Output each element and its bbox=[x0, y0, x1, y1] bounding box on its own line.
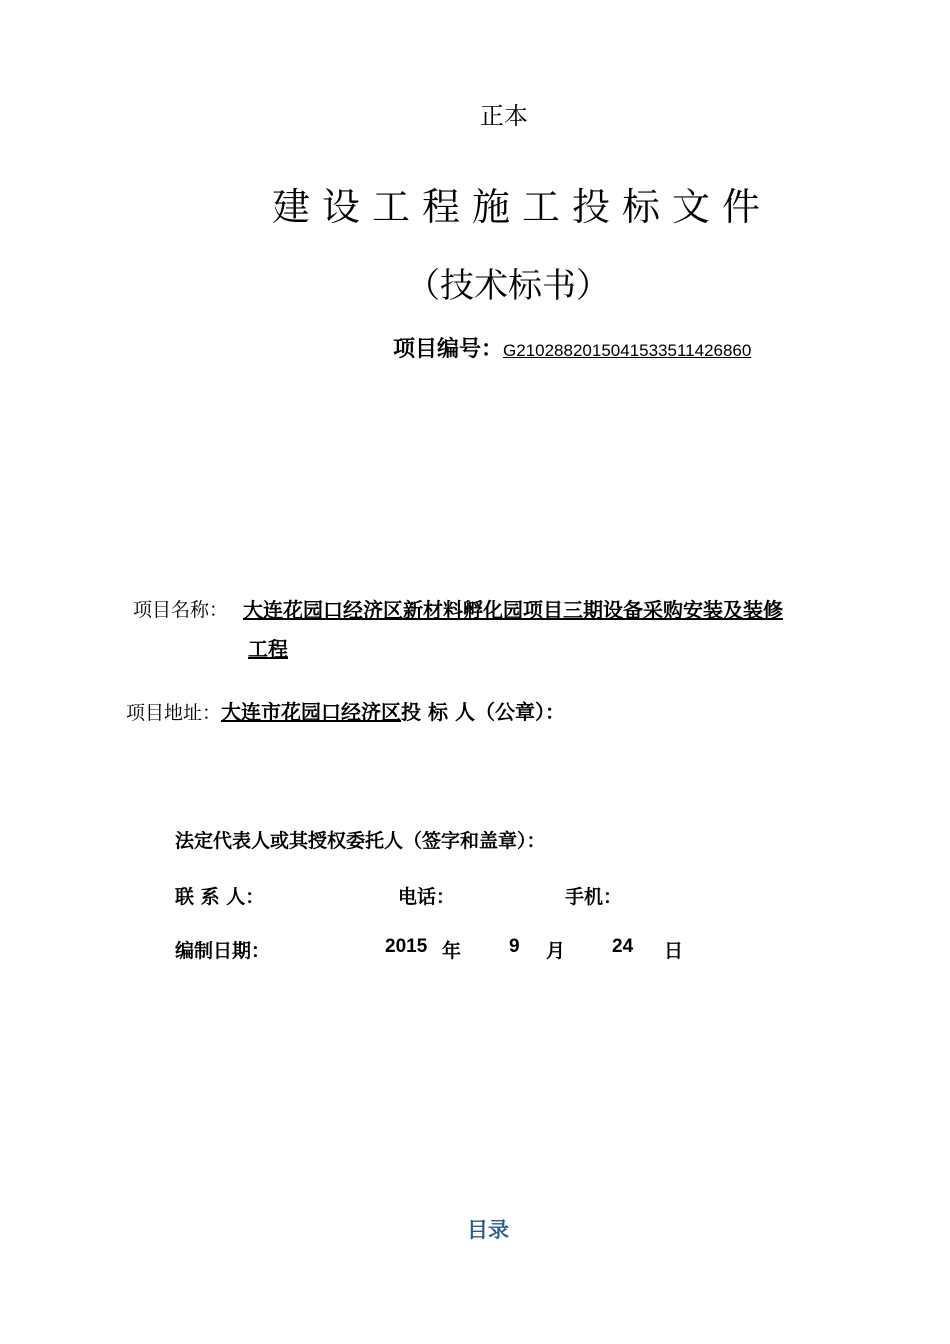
bidder-seal-label: 投 标 人（公章）： bbox=[401, 700, 565, 724]
project-name-value-line2 bbox=[248, 633, 334, 662]
project-address-value: 大连市花园口经济区 bbox=[221, 700, 402, 724]
compile-date-label: 编制日期： bbox=[175, 940, 271, 962]
project-address bbox=[126, 696, 565, 725]
project-number-label: 项目编号： bbox=[393, 337, 504, 362]
document-subtitle: （技术标书） bbox=[406, 266, 610, 306]
project-address-label: 项目地址： bbox=[126, 702, 222, 724]
mobile-label: 手机： bbox=[565, 886, 623, 908]
project-number-value: G2102882015041533511426860 bbox=[503, 341, 752, 360]
contact-person-label: 联 系 人： bbox=[175, 886, 265, 908]
compile-date-day-unit: 日 bbox=[664, 940, 684, 962]
document-title: 建设工程施工投标文件 bbox=[272, 185, 773, 229]
copy-type-label: 正本 bbox=[480, 102, 528, 130]
project-name-label: 项目名称： bbox=[133, 599, 229, 621]
signatory-label: 法定代表人或其授权委托人（签字和盖章）： bbox=[175, 830, 546, 852]
compile-date-day: 24 bbox=[612, 936, 634, 957]
compile-date-year: 2015 bbox=[385, 936, 428, 957]
compile-date-year-unit: 年 bbox=[442, 940, 462, 962]
project-name-value-line1: 大连花园口经济区新材料孵化园项目三期设备采购安装及装修 bbox=[243, 598, 783, 622]
phone-label: 电话： bbox=[398, 886, 456, 908]
toc-heading[interactable]: 目录 bbox=[467, 1218, 509, 1242]
compile-date-month-unit: 月 bbox=[546, 940, 566, 962]
compile-date-month: 9 bbox=[509, 936, 520, 957]
project-name-value-line2-text: 工程 bbox=[248, 637, 288, 661]
project-number bbox=[393, 332, 751, 363]
compile-date-row bbox=[175, 936, 735, 966]
